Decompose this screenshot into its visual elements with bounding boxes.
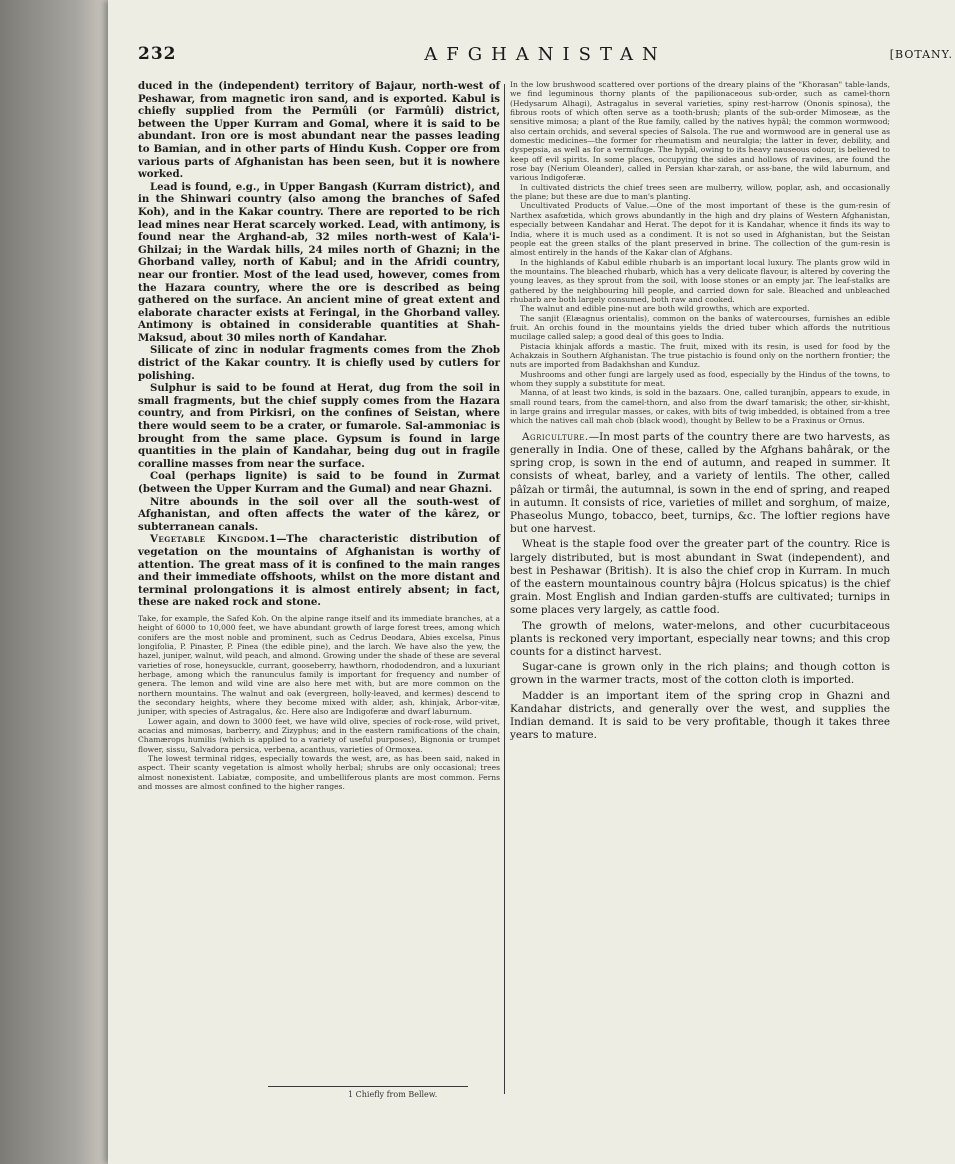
paragraph-rhubarb: In the highlands of Kabul edible rhubarb is an important local luxury. The plants grow wild in the mountains. The bleached rhubarb, which has a very delicate flavour, is altered by covering the young leaves, as they sprout from the soil, with loose stones or an empty jar. The leaf-stalks are gathered by the neighbouring hill people, and carried down for sale. Bleached and unbleached rhubarb are both largely consumed, both raw and cooked. <box>510 257 890 304</box>
paragraph-safed-koh: Take, for example, the Safed Koh. On the alpine range itself and its immediate branches, at a height of 6000 to 10,000 feet, we have abundant growth of large forest trees, among which conifers are the most noble and prominent, such as Cedrus Deodara, Abies excelsa, Pinus longifolia, P. Pinaster, P. Pinea (the edible pine), and the larch. We have also the yew, the hazel, juniper, walnut, wild peach, and almond. Growing under the shade of these are several varieties of rose, honeysuckle, currant, gooseberry, hawthorn, rhododendron, and a luxuriant herbage, among which the ranunculus family is important for frequency and number of genera. The lemon and wild vine are also here met with, but are more common on the northern mountains. The walnut and oak (evergreen, holly-leaved, and kermes) descend to the secondary heights, where they become mixed with alder, ash, khinjak, Arbor-vitæ, juniper, with species of Astragalus, &c. Here also are Indigoferæ and dwarf laburnum. <box>138 613 500 717</box>
paragraph-madder: Madder is an important item of the spring crop in Ghazni and Kandahar districts, and generally over the west, and supplies the Indian demand. It is said to be very profitable, though it takes three years to mature. <box>510 689 890 742</box>
paragraph-sulphur: Sulphur is said to be found at Herat, dug from the soil in small fragments, but the chief supply comes from the Hazara country, and from Pirkisri, on the confines of Seistan, where there would seem to be a crater, or fumarole. Sal-ammoniac is brought from the same place. Gypsum is found in large quantities in the plain of Kandahar, being dug out in fragile coralline masses from near the surface. <box>138 382 500 470</box>
agriculture-text: —In most parts of the country there are two harvests, as generally in India. One of these, called by the Afghans bahârak, or the spring crop, is sown in the end of autumn, and reaped in summer. It consists of wheat, barley, and a variety of lentils. The other, called pâîzah or tirmâi, the autumnal, is sown in the end of spring, and reaped in autumn. It consists of rice, varieties of millet and sorghum, of maize, Phaseolus Mungo, tobacco, beet, turnips, &c. The loftier regions have but one harvest. <box>510 430 890 536</box>
paragraph-coal: Coal (perhaps lignite) is said to be found in Zurmat (between the Upper Kurram and the Gumal) and near Ghazni. <box>138 470 500 495</box>
vegetable-kingdom-heading: Vegetable Kingdom. <box>150 533 270 546</box>
page-number: 232 <box>138 44 177 64</box>
vegetable-kingdom-text: 1—The characteristic distribution of vegetation on the mountains of Afghanistan is worthy of attention. The great mass of it is confined to the main ranges and their immediate offshoots, whilst on the more distant and terminal prolongations it is almost entirely absent; in fact, these are naked rock and stone. <box>138 533 500 609</box>
right-column <box>510 80 890 742</box>
paragraph-cultivated-trees: In cultivated districts the chief trees seen are mulberry, willow, poplar, ash, and occasionally the plane; but these are due to man's planting. <box>510 182 890 202</box>
agriculture-heading: Agriculture. <box>522 430 589 443</box>
paragraph-pistacia: Pistacia khinjak affords a mastic. The fruit, mixed with its resin, is used for food by the Achakzais in Southern Afghanistan. The true pistachio is found only on the northern frontier; the nuts are imported from Badakhshan and Kunduz. <box>510 341 890 370</box>
left-column <box>138 80 500 791</box>
column-rule <box>504 84 505 1094</box>
paragraph-walnut: The walnut and edible pine-nut are both wild growths, which are exported. <box>520 304 810 314</box>
paragraph-sanjit: The sanjit (Elæagnus orientalis), common on the banks of watercourses, furnishes an edible fruit. An orchis found in the mountains yields the dried tuber which affords the nutritious mucilage called salep; a good deal of this goes to India. <box>510 313 890 342</box>
running-title: AFGHANISTAN <box>424 44 667 65</box>
paragraph-melons: The growth of melons, water-melons, and other cucurbitaceous plants is reckoned very important, especially near towns; and this crop counts for a distinct harvest. <box>510 619 890 658</box>
paragraph-sugar-cane: Sugar-cane is grown only in the rich plains; and though cotton is grown in the warmer tracts, most of the cotton cloth is imported. <box>510 661 890 687</box>
book-page <box>108 0 955 1164</box>
paragraph-iron-copper: duced in the (independent) territory of Bajaur, north-west of Peshawar, from magnetic iron sand, and is exported. Kabul is chiefly supplied from the Permûli (or Farmûli) district, between the Upper Kurram and Gomal, where it is said to be abundant. Iron ore is most abundant near the passes leading to Bamian, and in other parts of Hindu Kush. Copper ore from various parts of Afghanistan has been seen, but it is nowhere worked. <box>138 80 500 181</box>
paragraph-mushrooms: Mushrooms and other fungi are largely used as food, especially by the Hindus of the towns, to whom they supply a substitute for meat. <box>510 369 890 388</box>
paragraph-khorasan-plants: In the low brushwood scattered over portions of the dreary plains of the "Khorasan" table-lands, we find leguminous thorny plants of the papilionaceous sub-order, such as camel-thorn (Hedysarum Alhagi), Astragalus in several varieties, spiny rest-harrow (Ononis spinosa), the fibrous roots of which often serve as a tooth-brush; plants of the sub-order Mimoseæ, as the sensitive mimosa; a plant of the Rue family, called by the natives hypâl; the common wormwood; also certain orchids, and several species of Salsola. The rue and wormwood are in general use as domestic medicines—the former for rheumatism and neuralgia; the latter in fever, debility, and dyspepsia, as well as for a vermifuge. The hypâl, owing to its heavy nauseous odour, is believed to keep off evil spirits. In some places, occupying the sides and hollows of ravines, are found the rose bay (Nerium Oleander), called in Persian khar-zarah, or ass-bane, the wild laburnum, and various Indigoferæ. <box>510 80 890 183</box>
page-header <box>138 44 953 72</box>
paragraph-agriculture <box>510 431 890 537</box>
section-tag: [BOTANY. <box>889 48 953 61</box>
paragraph-uncultivated-products: Uncultivated Products of Value.—One of the most important of these is the gum-resin of Narthex asafœtida, which grows abundantly in the high and dry plains of Western Afghanistan, especially between Kandahar and Herat. The depot for it is Kandahar, whence it finds its way to India, where it is much used as a condiment. It is not so used in Afghanistan, but the Seistan people eat the green stalks of the plant preserved in brine. The collection of the gum-resin is almost entirely in the hands of the Kakar clan of Afghans. <box>510 201 890 258</box>
paragraph-lower-ranges: Lower again, and down to 3000 feet, we have wild olive, species of rock-rose, wild privet, acacias and mimosas, barberry, and Zizyphus; and in the eastern ramifications of the chain, Chamærops humilis (which is applied to a variety of useful purposes), Bignonia or trumpet flower, sissu, Salvadora persica, verbena, acanthus, varieties of Ormoxea. <box>138 716 500 754</box>
paragraph-manna: Manna, of at least two kinds, is sold in the bazaars. One, called turanjbîn, appears to exude, in small round tears, from the camel-thorn, and also from the dwarf tamarisk; the other, sir-khisht, in large grains and irregular masses, or cakes, with bits of twig imbedded, is obtained from a tree which the natives call mah chob (black wood), thought by Bellew to be a Fraxinus or Ornus. <box>510 388 890 426</box>
paragraph-nitre: Nitre abounds in the soil over all the south-west of Afghanistan, and often affects the water of the kârez, or subterranean canals. <box>138 495 500 533</box>
paragraph-wheat: Wheat is the staple food over the greater part of the country. Rice is largely distributed, but is most abundant in Swat (independent), and best in Peshawar (British). It is also the chief crop in Kurram. In much of the eastern mountainous country bâjra (Holcus spicatus) is the chief grain. Most English and Indian garden-stuffs are cultivated; turnips in some places very largely, as cattle food. <box>510 538 890 617</box>
book-gutter <box>0 0 108 1164</box>
paragraph-terminal-ridges: The lowest terminal ridges, especially towards the west, are, as has been said, naked in aspect. Their scanty vegetation is almost wholly herbal; shrubs are only occasional; trees almost nonexistent. Labiatæ, composite, and umbelliferous plants are most common. Ferns and mosses are almost confined to the higher ranges. <box>138 754 500 792</box>
paragraph-vegetable-kingdom <box>138 533 500 609</box>
footnote: 1 Chiefly from Bellew. <box>348 1090 438 1099</box>
paragraph-zinc: Silicate of zinc in nodular fragments comes from the Zhob district of the Kakar country. It is chiefly used by cutlers for polishing. <box>138 344 500 382</box>
paragraph-lead: Lead is found, e.g., in Upper Bangash (Kurram district), and in the Shinwari country (also among the branches of Safed Koh), and in the Kakar country. There are reported to be rich lead mines near Herat scarcely worked. Lead, with antimony, is found near the Arghand-ab, 32 miles north-west of Kala'i-Ghilzai; in the Wardak hills, 24 miles north of Ghazni; in the Ghorband valley, north of Kabul; and in the Afridi country, near our frontier. Most of the lead used, however, comes from the Hazara country, where the ore is described as being gathered on the surface. An ancient mine of great extent and elaborate character exists at Feringal, in the Ghorband valley. Antimony is obtained in considerable quantities at Shah-Maksud, about 30 miles north of Kandahar. <box>138 180 500 344</box>
footnote-rule <box>268 1086 468 1087</box>
